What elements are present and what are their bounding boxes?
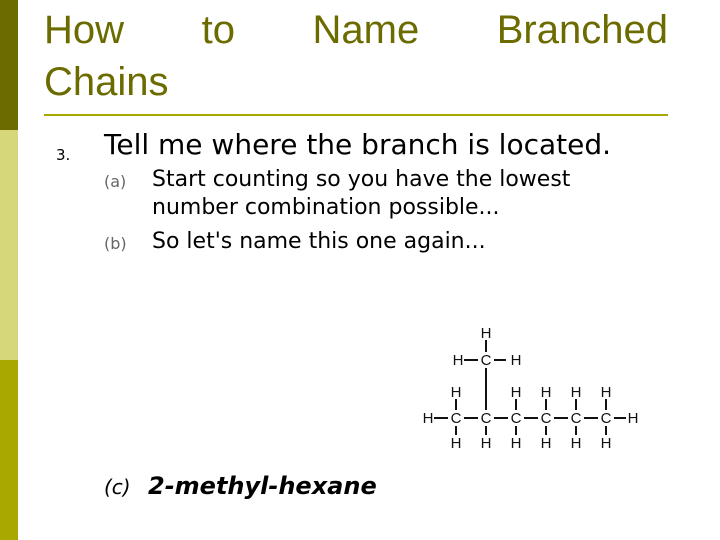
hydrogen-atom: H (540, 435, 552, 452)
hydrogen-atom: H (450, 435, 462, 452)
side-bar-top (0, 0, 18, 130)
answer-marker: (c) (104, 475, 131, 499)
hydrogen-atom: H (600, 384, 612, 401)
side-bar-middle (0, 130, 18, 360)
hydrogen-atom: H (480, 435, 492, 452)
sub-item-b-marker: (b) (104, 234, 127, 253)
carbon-atom: C (540, 410, 552, 427)
hydrogen-atom: H (600, 435, 612, 452)
hydrogen-atom: H (540, 384, 552, 401)
carbon-atom: C (600, 410, 612, 427)
hydrogen-atom: H (570, 384, 582, 401)
slide-title (44, 4, 668, 108)
title-word: Name (312, 8, 420, 52)
carbon-atom: C (570, 410, 582, 427)
side-bar-bottom (0, 360, 18, 540)
title-word: Branched (496, 8, 668, 52)
hydrogen-atom: H (450, 384, 462, 401)
hydrogen-atom: H (510, 435, 522, 452)
hydrogen-atom: H (510, 352, 522, 369)
structural-formula-diagram (420, 320, 650, 455)
step-number: 3. (56, 146, 71, 164)
carbon-atom: C (480, 352, 492, 369)
carbon-atom: C (510, 410, 522, 427)
sub-item-b-text: So let's name this one again... (152, 229, 486, 254)
hydrogen-atom: H (570, 435, 582, 452)
hydrogen-atom: H (510, 384, 522, 401)
answer-text: 2-methyl-hexane (148, 472, 377, 500)
title-word: to (201, 8, 235, 52)
sub-item-a-marker: (a) (104, 172, 127, 191)
hydrogen-atom: H (422, 410, 434, 427)
step-text: Tell me where the branch is located. (104, 128, 612, 161)
sub-item-a-line2: number combination possible... (152, 195, 500, 220)
sub-item-a-line1: Start counting so you have the lowest (152, 167, 571, 192)
title-divider (44, 114, 668, 116)
hydrogen-atom: H (452, 352, 464, 369)
carbon-atom: C (480, 410, 492, 427)
title-line-2: Chains (44, 60, 169, 104)
hydrogen-atom: H (627, 410, 639, 427)
hydrogen-atom: H (480, 325, 492, 342)
carbon-atom: C (450, 410, 462, 427)
title-word: How (44, 8, 125, 52)
